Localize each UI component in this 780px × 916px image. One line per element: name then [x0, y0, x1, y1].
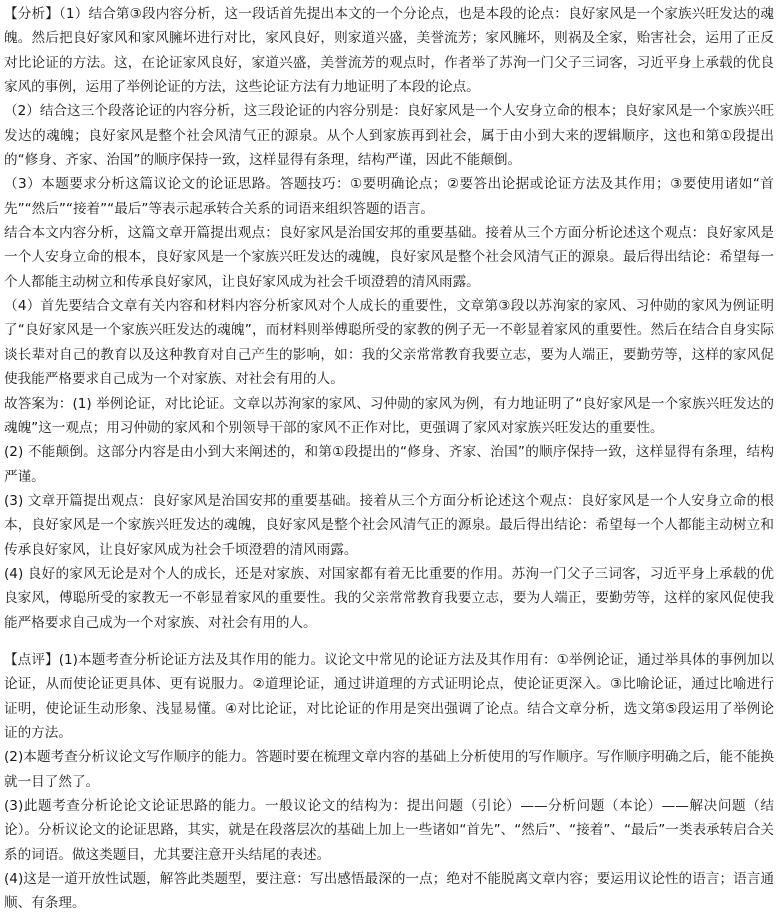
comment-paragraph-1: 【点评】(1)本题考查分析论证方法及其作用的能力。议论文中常见的论证方法及其作用有：①举例论证，通过举具体的事例加以论证，从而使论证更具体、更有说服力。②道理论证，通过讲道理的方式证明论点，使论证更深入。③比喻论证，通过比喻进行证明，使论证生动形象、浅显易懂。④对比论证，对比论证的作用是突出强调了论点。结合文章分析，选文第⑤段运用了举例论证的方法。	[4, 651, 774, 741]
comment-section	[4, 648, 774, 916]
analysis-section	[4, 2, 774, 635]
answer-paragraph-2: (2) 不能颠倒。这部分内容是由小到大来阐述的，和第①段提出的“修身、齐家、治国”的顺序保持一致，这样显得有条理，结构严谨。	[4, 444, 774, 485]
comment-paragraph-2: (2)本题考查分析议论文写作顺序的能力。答题时要在梳理文章内容的基础上分析使用的写作顺序。写作顺序明确之后，能不能换就一目了然了。	[4, 749, 774, 790]
section-gap	[4, 635, 774, 648]
analysis-paragraph-4: 结合本文内容分析，这篇文章开篇提出观点：良好家风是治国安邦的重要基础。接着从三个方面分析论述这个观点：良好家风是一个人安身立命的根本，良好家风是一个家族兴旺发达的魂魄，良好家风是整个社会风清气正的源泉。最后得出结论：希望每一个人都能主动树立和传承良好家风，让良好家风成为社会千顷澄碧的清风雨露。	[4, 225, 774, 290]
comment-paragraph-4: (4)这是一道开放性试题，解答此类题型，要注意：写出感悟最深的一点；绝对不能脱离文章内容；要运用议论性的语言；语言通顺、有条理。	[4, 871, 774, 912]
answer-paragraph-4: (4) 良好的家风无论是对个人的成长，还是对家族、对国家都有着无比重要的作用。苏洵一门父子三词客，习近平身上承载的优良家风，傅聪所受的家教无一不彰显着家风的重要性。我的父亲常常教育我要立志，要为人端正，要勤劳等，这样的家风促使我能严格要求自己成为一个对家族、对社会有用的人。	[4, 565, 774, 631]
analysis-paragraph-3: （3）本题要求分析这篇议论文的论证思路。答题技巧：①要明确论点；②要答出论据或论证方法及其作用；③要使用诸如“首先”“然后”“接着”“最后”等表示起承转合关系的词语来组织答题的语言。	[4, 176, 774, 217]
analysis-paragraph-2: （2）结合这三个段落论证的内容分析，这三段论证的内容分别是：良好家风是一个人安身立命的根本；良好家风是一个家族兴旺发达的魂魄；良好家风是整个社会风清气正的源泉。从个人到家族再到社会，属于由小到大来的逻辑顺序，这也和第①段提出的“修身、齐家、治国”的顺序保持一致，这样显得有条理，结构严谨，因此不能颠倒。	[4, 103, 774, 169]
comment-paragraph-3: (3)此题考查分析论论文论证思路的能力。一般议论文的结构为：提出问题（引论）——分析问题（本论）——解决问题（结论）。分析议论文的论证思路，其实，就是在段落层次的基础上加上一些诸如“首先”、“然后”、“接着”、“最后”一类表承转启合关系的词语。做这类题目，尤其要注意开头结尾的表述。	[4, 798, 775, 863]
analysis-paragraph-5: （4）首先要结合文章有关内容和材料内容分析家风对个人成长的重要性，文章第③段以苏洵家的家风、习仲勋的家风为例证明了“良好家风是一个家族兴旺发达的魂魄”，而材料则举傅聪所受的家教的例子无一不彰显着家风的重要性。然后在结合自身实际谈长辈对自己的教育以及这种教育对自己产生的影响，如：我的父亲常常教育我要立志，要为人端正，要勤劳等，这样的家风促使我能严格要求自己成为一个对家族、对社会有用的人。	[4, 298, 774, 388]
analysis-paragraph-1: 【分析】（1）结合第③段内容分析，这一段话首先提出本文的一个分论点，也是本段的论点：良好家风是一个家族兴旺发达的魂魄。然后把良好家风和家风臃坏进行对比，家风良好，则家道兴盛，美誉流芳；家风臃坏，则祸及全家，贻害社会，运用了正反对比论证的方法。这，在论证家风良好，家道兴盛，美誉流芳的观点时，作者举了苏洵一门父子三词客，习近平身上承载的优良家风的事例，运用了举例论证的方法，这些论证方法有力地证明了本段的论点。	[4, 6, 774, 96]
answer-paragraph-1: 故答案为：(1) 举例论证，对比论证。文章以苏洵家的家风、习仲勋的家风为例，有力地证明了“良好家风是一个家族兴旺发达的魂魄”这一观点；用习仲勋的家风和个别领导干部的家风不正作对比，更强调了家风对家族兴旺发达的重要性。	[4, 395, 774, 436]
answer-paragraph-3: (3) 文章开篇提出观点：良好家风是治国安邦的重要基础。接着从三个方面分析论述这个观点：良好家风是一个人安身立命的根本，良好家风是一个家族兴旺发达的魂魄，良好家风是整个社会风清气正的源泉。最后得出结论：希望每一个人都能主动树立和传承良好家风，让良好家风成为社会千顷澄碧的清风雨露。	[4, 492, 774, 558]
